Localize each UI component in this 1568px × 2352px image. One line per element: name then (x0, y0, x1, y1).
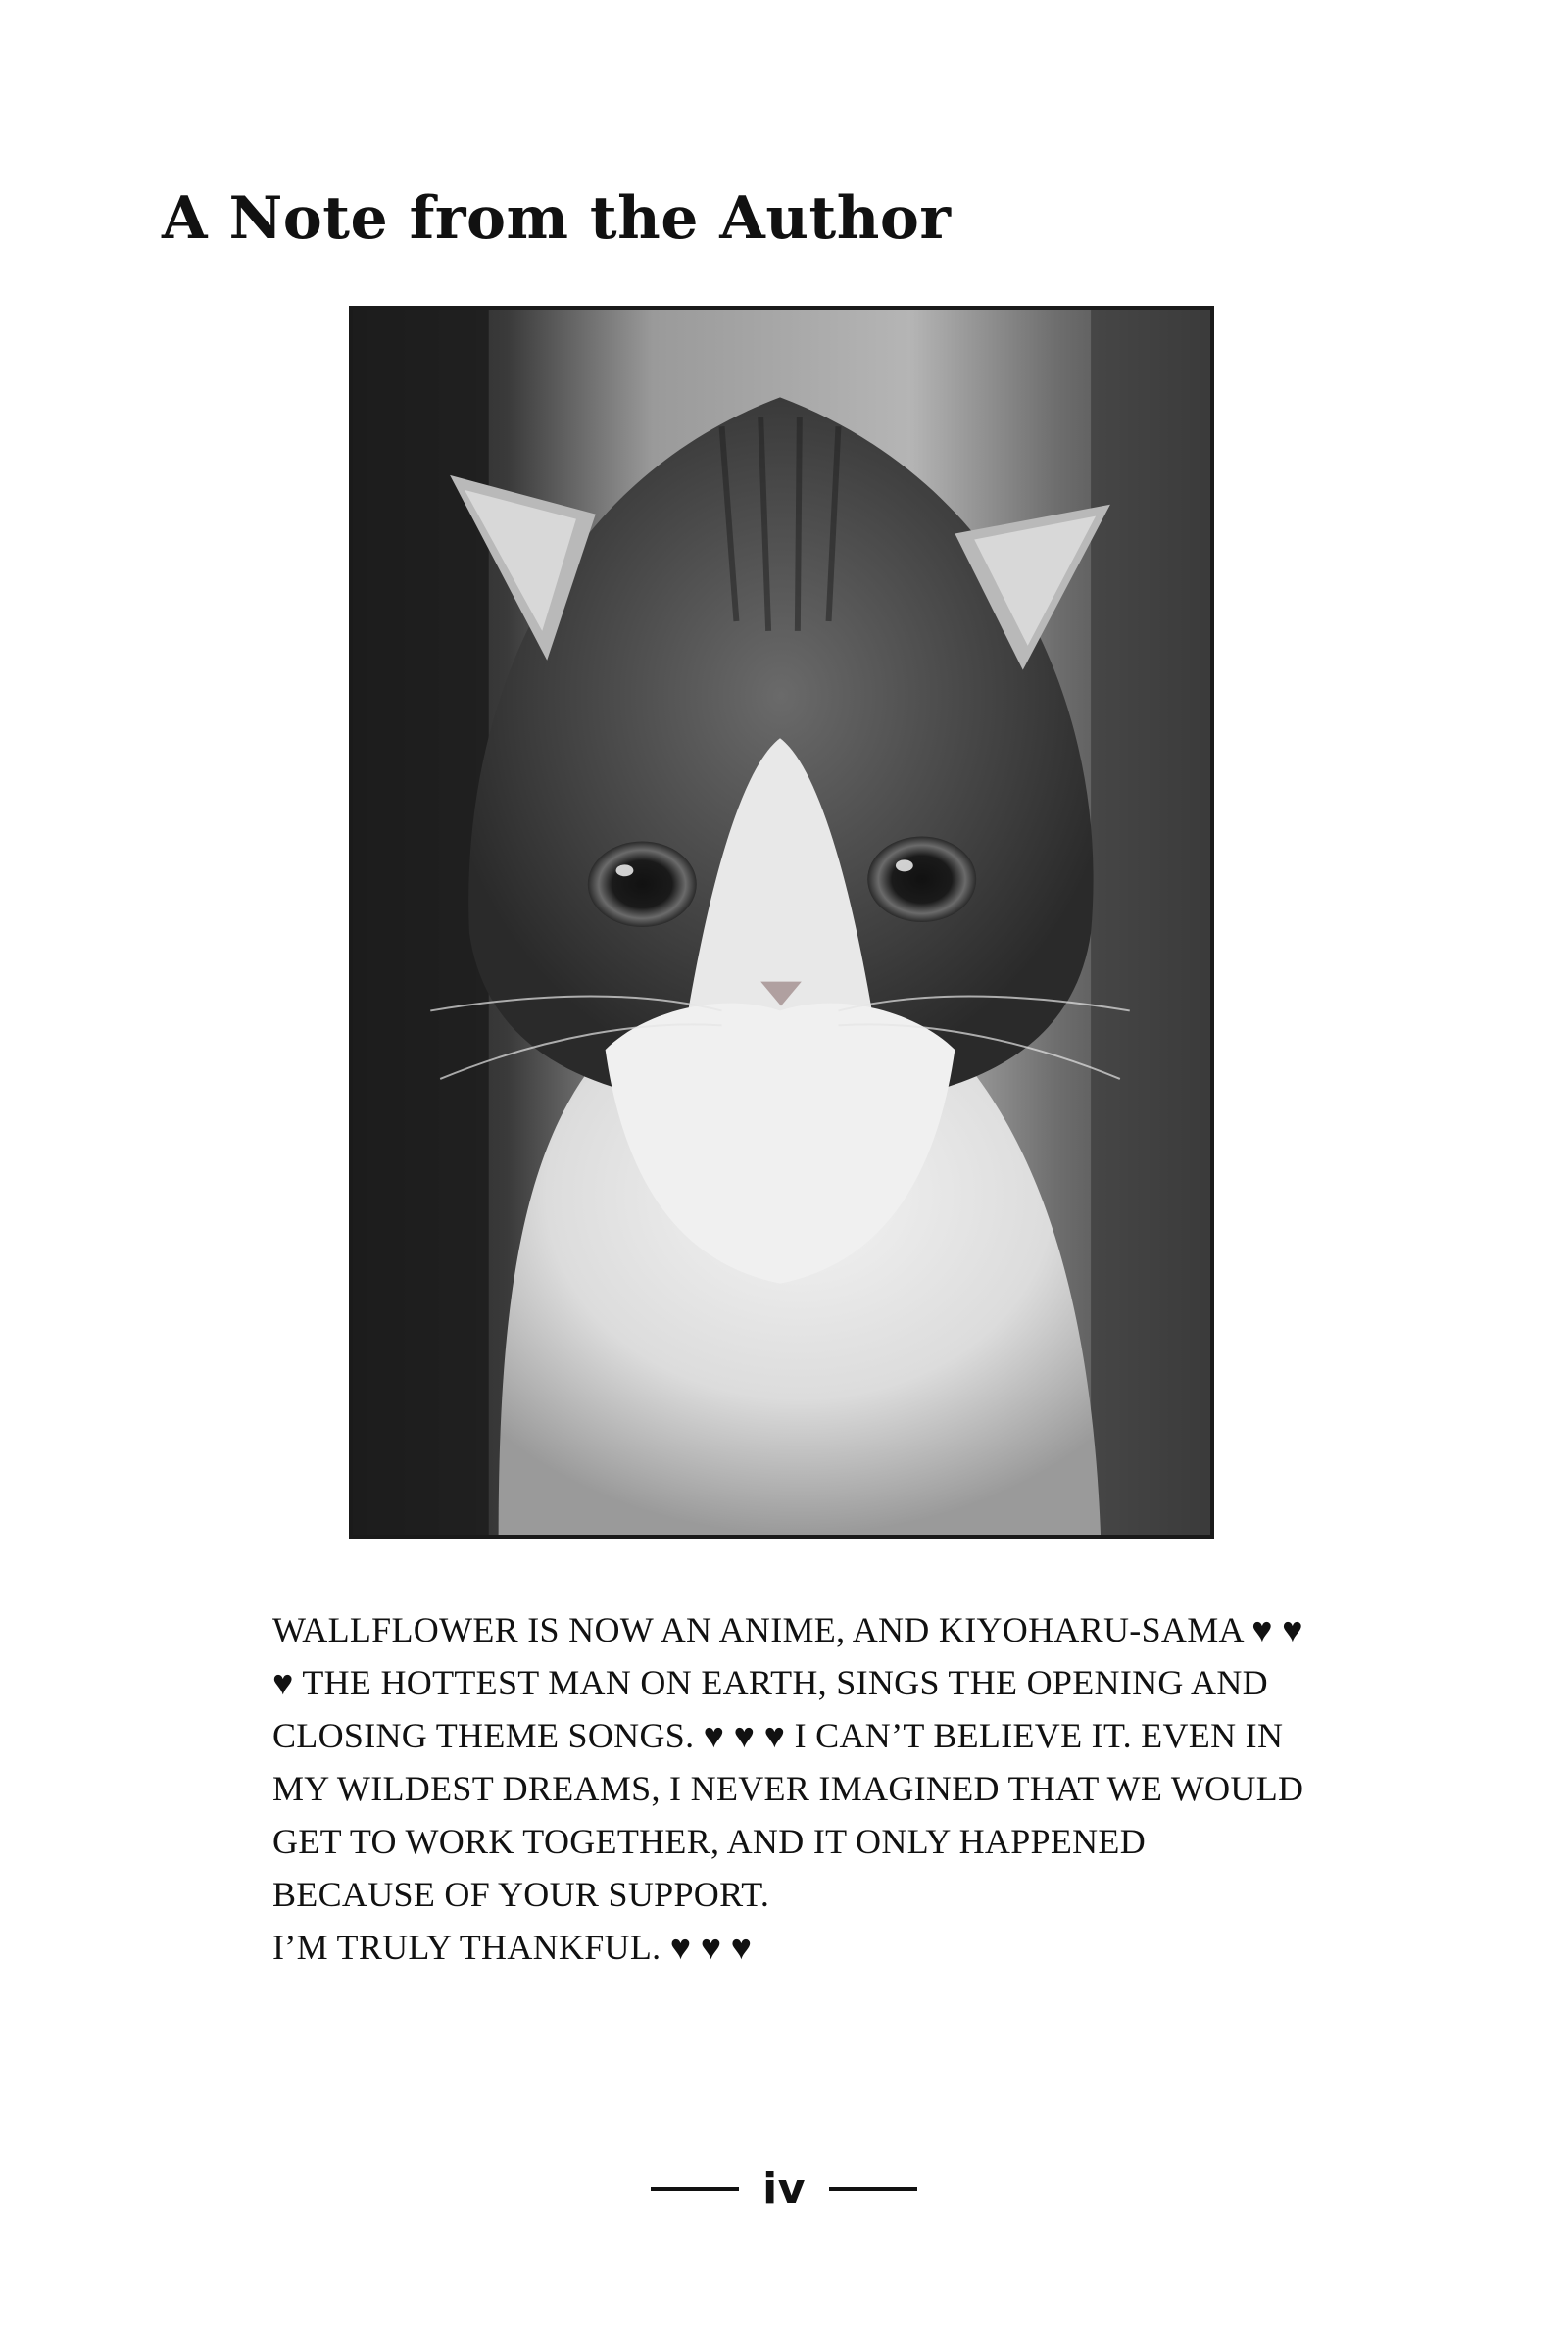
page-title: A Note from the Author (162, 184, 952, 253)
page-number: iv (762, 2164, 806, 2214)
left-rule (651, 2187, 739, 2191)
page-number-footer (0, 2164, 1568, 2214)
author-note-closing: I’M TRULY THANKFUL. ♥ ♥ ♥ (272, 1928, 753, 1967)
author-note-body (272, 1603, 1311, 1974)
right-rule (829, 2187, 917, 2191)
cat-photo (349, 306, 1214, 1539)
author-note-paragraph: WALLFLOWER IS NOW AN ANIME, AND KIYOHARU-SAMA ♥ ♥ ♥ THE HOTTEST MAN ON EARTH, SINGS THE OPENING AND CLOSING THEME SONGS. ♥ ♥ ♥ I CAN’T BELIEVE IT. EVEN IN MY WILDEST DREAMS, I NEVER IMAGINED THAT WE WOULD GET TO WORK TOGETHER, AND IT ONLY HAPPENED BECAUSE OF YOUR SUPPORT. (272, 1610, 1304, 1914)
